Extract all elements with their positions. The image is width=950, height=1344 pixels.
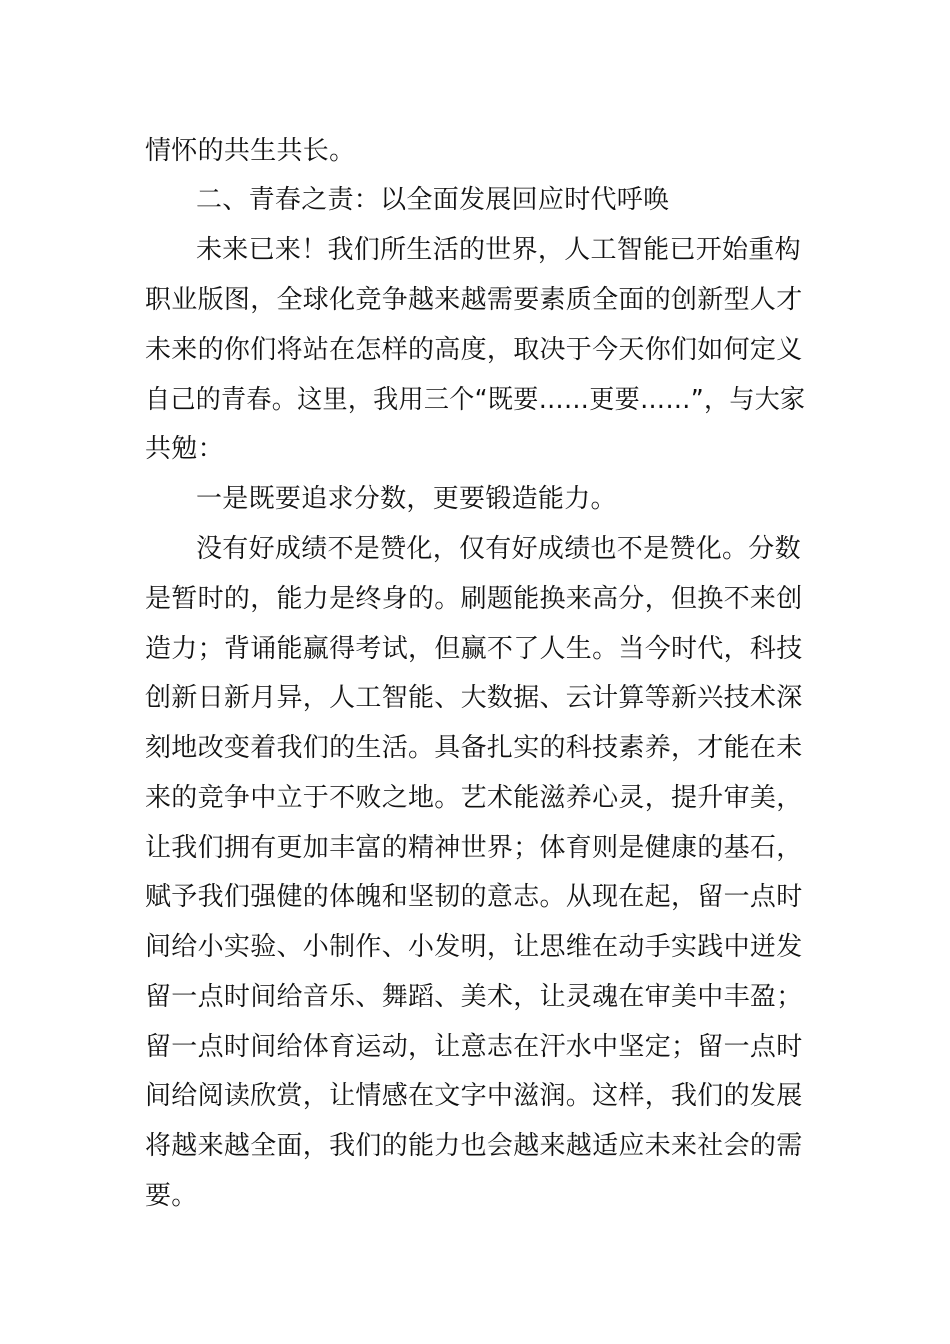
text-line: 让我们拥有更加丰富的精神世界；体育则是健康的基石，: [145, 833, 803, 863]
text-line: 将越来越全面，我们的能力也会越来越适应未来社会的需: [145, 1131, 803, 1161]
text-line: 没有好成绩不是赞化，仅有好成绩也不是赞化。分数: [196, 534, 801, 564]
text-line: 创新日新月异，人工智能、大数据、云计算等新兴技术深: [145, 683, 803, 713]
text-line: 来的竞争中立于不败之地。艺术能滋养心灵，提升审美，: [145, 783, 803, 813]
text-line: 自己的青春。这里，我用三个“既要……更要……”，与大家: [145, 385, 806, 415]
subheading: 一是既要追求分数，更要锻造能力。: [196, 484, 617, 514]
text-line: 职业版图，全球化竞争越来越需要素质全面的创新型人才: [145, 285, 803, 315]
text-line: 赋予我们强健的体魄和坚韧的意志。从现在起，留一点时: [145, 882, 803, 912]
text-line: 情怀的共生共长。: [145, 136, 356, 166]
text-line: 共勉：: [145, 434, 224, 464]
text-line: 间给阅读欣赏，让情感在文字中滋润。这样，我们的发展: [145, 1081, 803, 1111]
text-line: 要。: [145, 1181, 198, 1211]
text-line: 未来已来！我们所生活的世界，人工智能已开始重构: [196, 235, 801, 265]
text-line: 未来的你们将站在怎样的高度，取决于今天你们如何定义: [145, 335, 803, 365]
text-line: 间给小实验、小制作、小发明，让思维在动手实践中迸发: [145, 932, 803, 962]
text-line: 刻地改变着我们的生活。具备扎实的科技素养，才能在未: [145, 733, 803, 763]
text-line: 留一点时间给音乐、舞蹈、美术，让灵魂在审美中丰盈；: [145, 982, 803, 1012]
text-line: 是暂时的，能力是终身的。刷题能换来高分，但换不来创: [145, 584, 803, 614]
text-line: 留一点时间给体育运动，让意志在汗水中坚定；留一点时: [145, 1032, 803, 1062]
section-heading: 二、青春之责：以全面发展回应时代呼唤: [196, 185, 670, 215]
text-line: 造力；背诵能赢得考试，但赢不了人生。当今时代，科技: [145, 634, 803, 664]
